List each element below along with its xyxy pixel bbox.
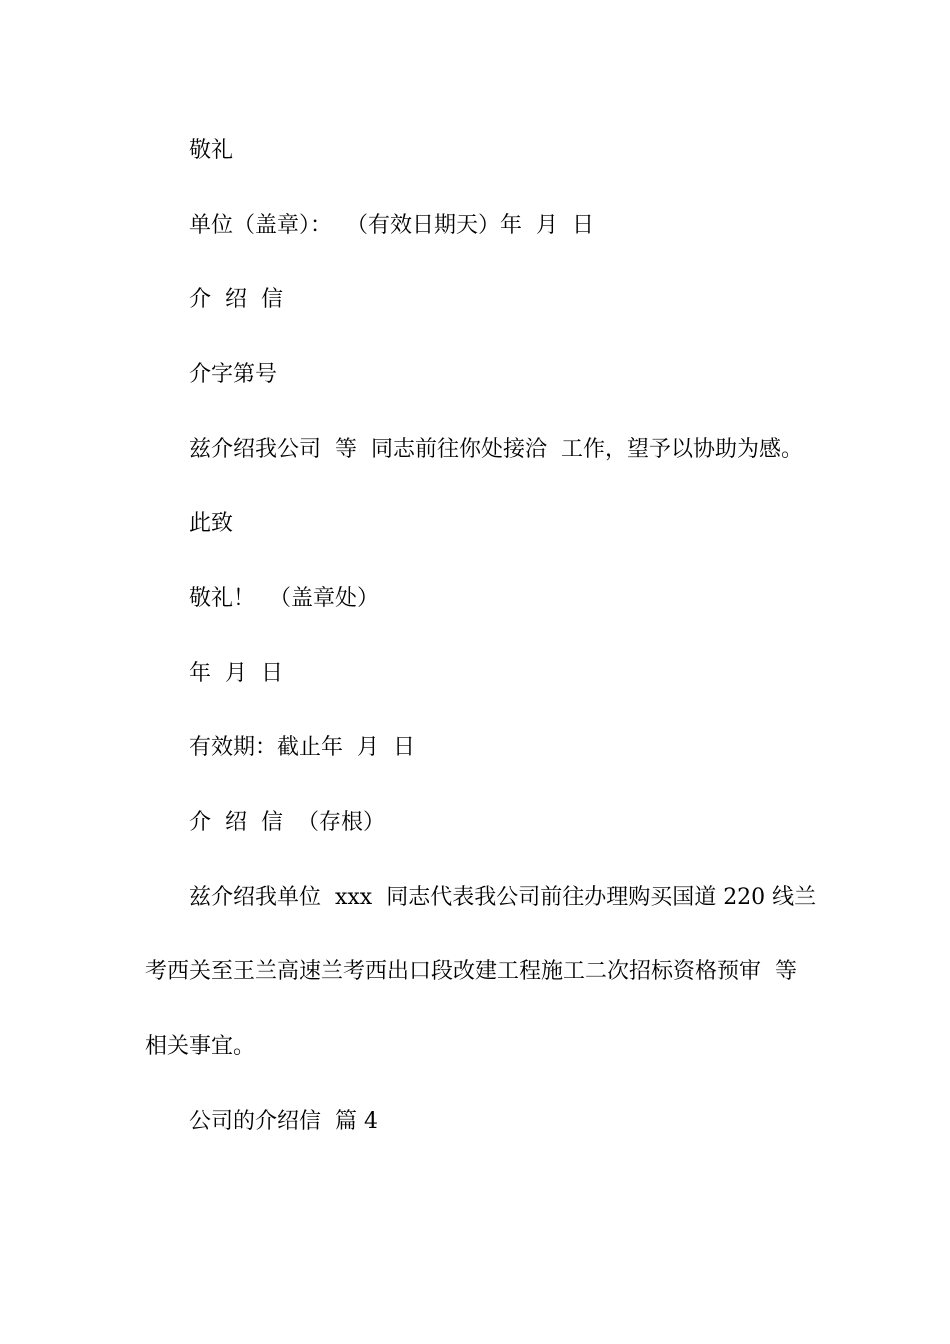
date-line: 年 月 日	[189, 661, 283, 686]
letter-title: 介 绍 信	[189, 287, 283, 312]
regards-seal-line: 敬礼！ （盖章处）	[189, 586, 379, 611]
validity-line: 有效期：截止年 月 日	[189, 735, 415, 760]
section-heading: 公司的介绍信 篇 4	[189, 1109, 378, 1134]
stub-title: 介 绍 信 （存根）	[189, 810, 385, 835]
stub-body-line-2: 考西关至王兰高速兰考西出口段改建工程施工二次招标资格预审 等	[145, 959, 797, 984]
salutation-line: 敬礼	[189, 138, 234, 163]
stub-body-line-3: 相关事宜。	[145, 1034, 256, 1059]
unit-seal-date-line: 单位（盖章）： （有效日期天）年 月 日	[189, 213, 594, 238]
closing-line: 此致	[189, 511, 234, 536]
stub-body-line-1: 兹介绍我单位 xxx 同志代表我公司前往办理购买国道 220 线兰	[189, 885, 817, 910]
letter-number-line: 介字第号	[189, 362, 278, 387]
introduction-body-line: 兹介绍我公司 等 同志前往你处接洽 工作，望予以协助为感。	[189, 437, 803, 462]
